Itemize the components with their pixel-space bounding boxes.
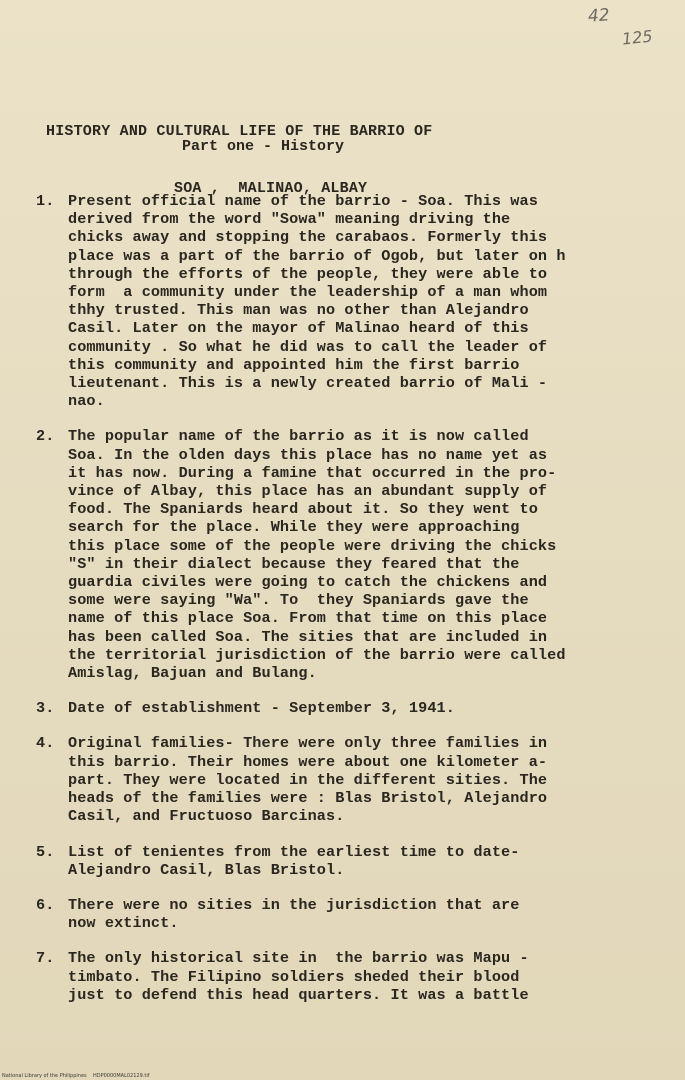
list-item xyxy=(36,734,656,825)
item-text: Original families- There were only three families in this barrio. Their homes were about one kilometer a- part. They were located in the different sities. The heads of the families were : Blas Bristol, Alejandro Casil, and Fructuoso Barcinas. xyxy=(68,734,548,826)
title-line-1: HISTORY AND CULTURAL LIFE OF THE BARRIO OF xyxy=(46,123,433,140)
item-text: Present official name of the barrio - Soa. This was derived from the word "Sowa" meaning driving the chicks away and stopping the carabaos. Formerly this place was a part of the barrio of Ogob, but later on h through the efforts of the people, they were able to form a community under the leadership of a man whom thhy trusted. This man was no other than Alejandro Casil. Later on the mayor of Malinao heard of this community . So what he did was to call the leader of this community and appointed him the first barrio lieutenant. This is a newly created barrio of Mali - nao. xyxy=(68,192,566,411)
list-item xyxy=(36,699,656,717)
item-text: There were no sities in the jurisdiction that are now extinct. xyxy=(68,895,520,933)
list-item xyxy=(36,896,656,932)
item-text: The popular name of the barrio as it is now called Soa. In the olden days this place has no name yet as it has now. During a famine that occurred in the pro- vince of Albay, this place has an abundant supply of food. The Spaniards heard about it. So they went to search for the place. While they were approaching this place some of the people were driving the chicks "S" in their dialect because they feared that the guardia civiles were going to catch the chickens and some were saying "Wa". To they Spaniards gave the name of this place Soa. From that time on this place has been called Soa. The sities that are included in the territorial jurisdiction of the barrio were called Amislag, Bajuan and Bulang. xyxy=(68,427,566,683)
item-number: 7. xyxy=(36,949,55,968)
list-item xyxy=(36,427,656,682)
item-text: The only historical site in the barrio was Mapu - timbato. The Filipino soldiers sheded their blood just to defend this head quarters. It was a battle xyxy=(68,949,529,1004)
item-text: Date of establishment - September 3, 1941. xyxy=(68,699,455,718)
numbered-list xyxy=(36,192,656,1021)
item-number: 1. xyxy=(36,192,55,210)
item-number: 4. xyxy=(36,734,55,753)
section-heading: Part one - History xyxy=(182,138,345,155)
title-line-2: SOA , MALINAO, ALBAY xyxy=(174,180,368,197)
item-number: 2. xyxy=(36,427,55,446)
item-number: 6. xyxy=(36,895,55,914)
margin-note-page-number: 42 xyxy=(587,5,611,27)
scan-footer: National Library of the Philippines HDP0000MAL02129.tif xyxy=(2,1073,150,1079)
item-number: 3. xyxy=(36,699,55,718)
list-item xyxy=(36,843,656,879)
margin-note-folio: 125 xyxy=(621,26,654,49)
list-item xyxy=(36,949,656,1004)
item-number: 5. xyxy=(36,842,55,861)
list-item xyxy=(36,192,656,410)
item-text: List of tenientes from the earliest time to date- Alejandro Casil, Blas Bristol. xyxy=(68,842,520,879)
